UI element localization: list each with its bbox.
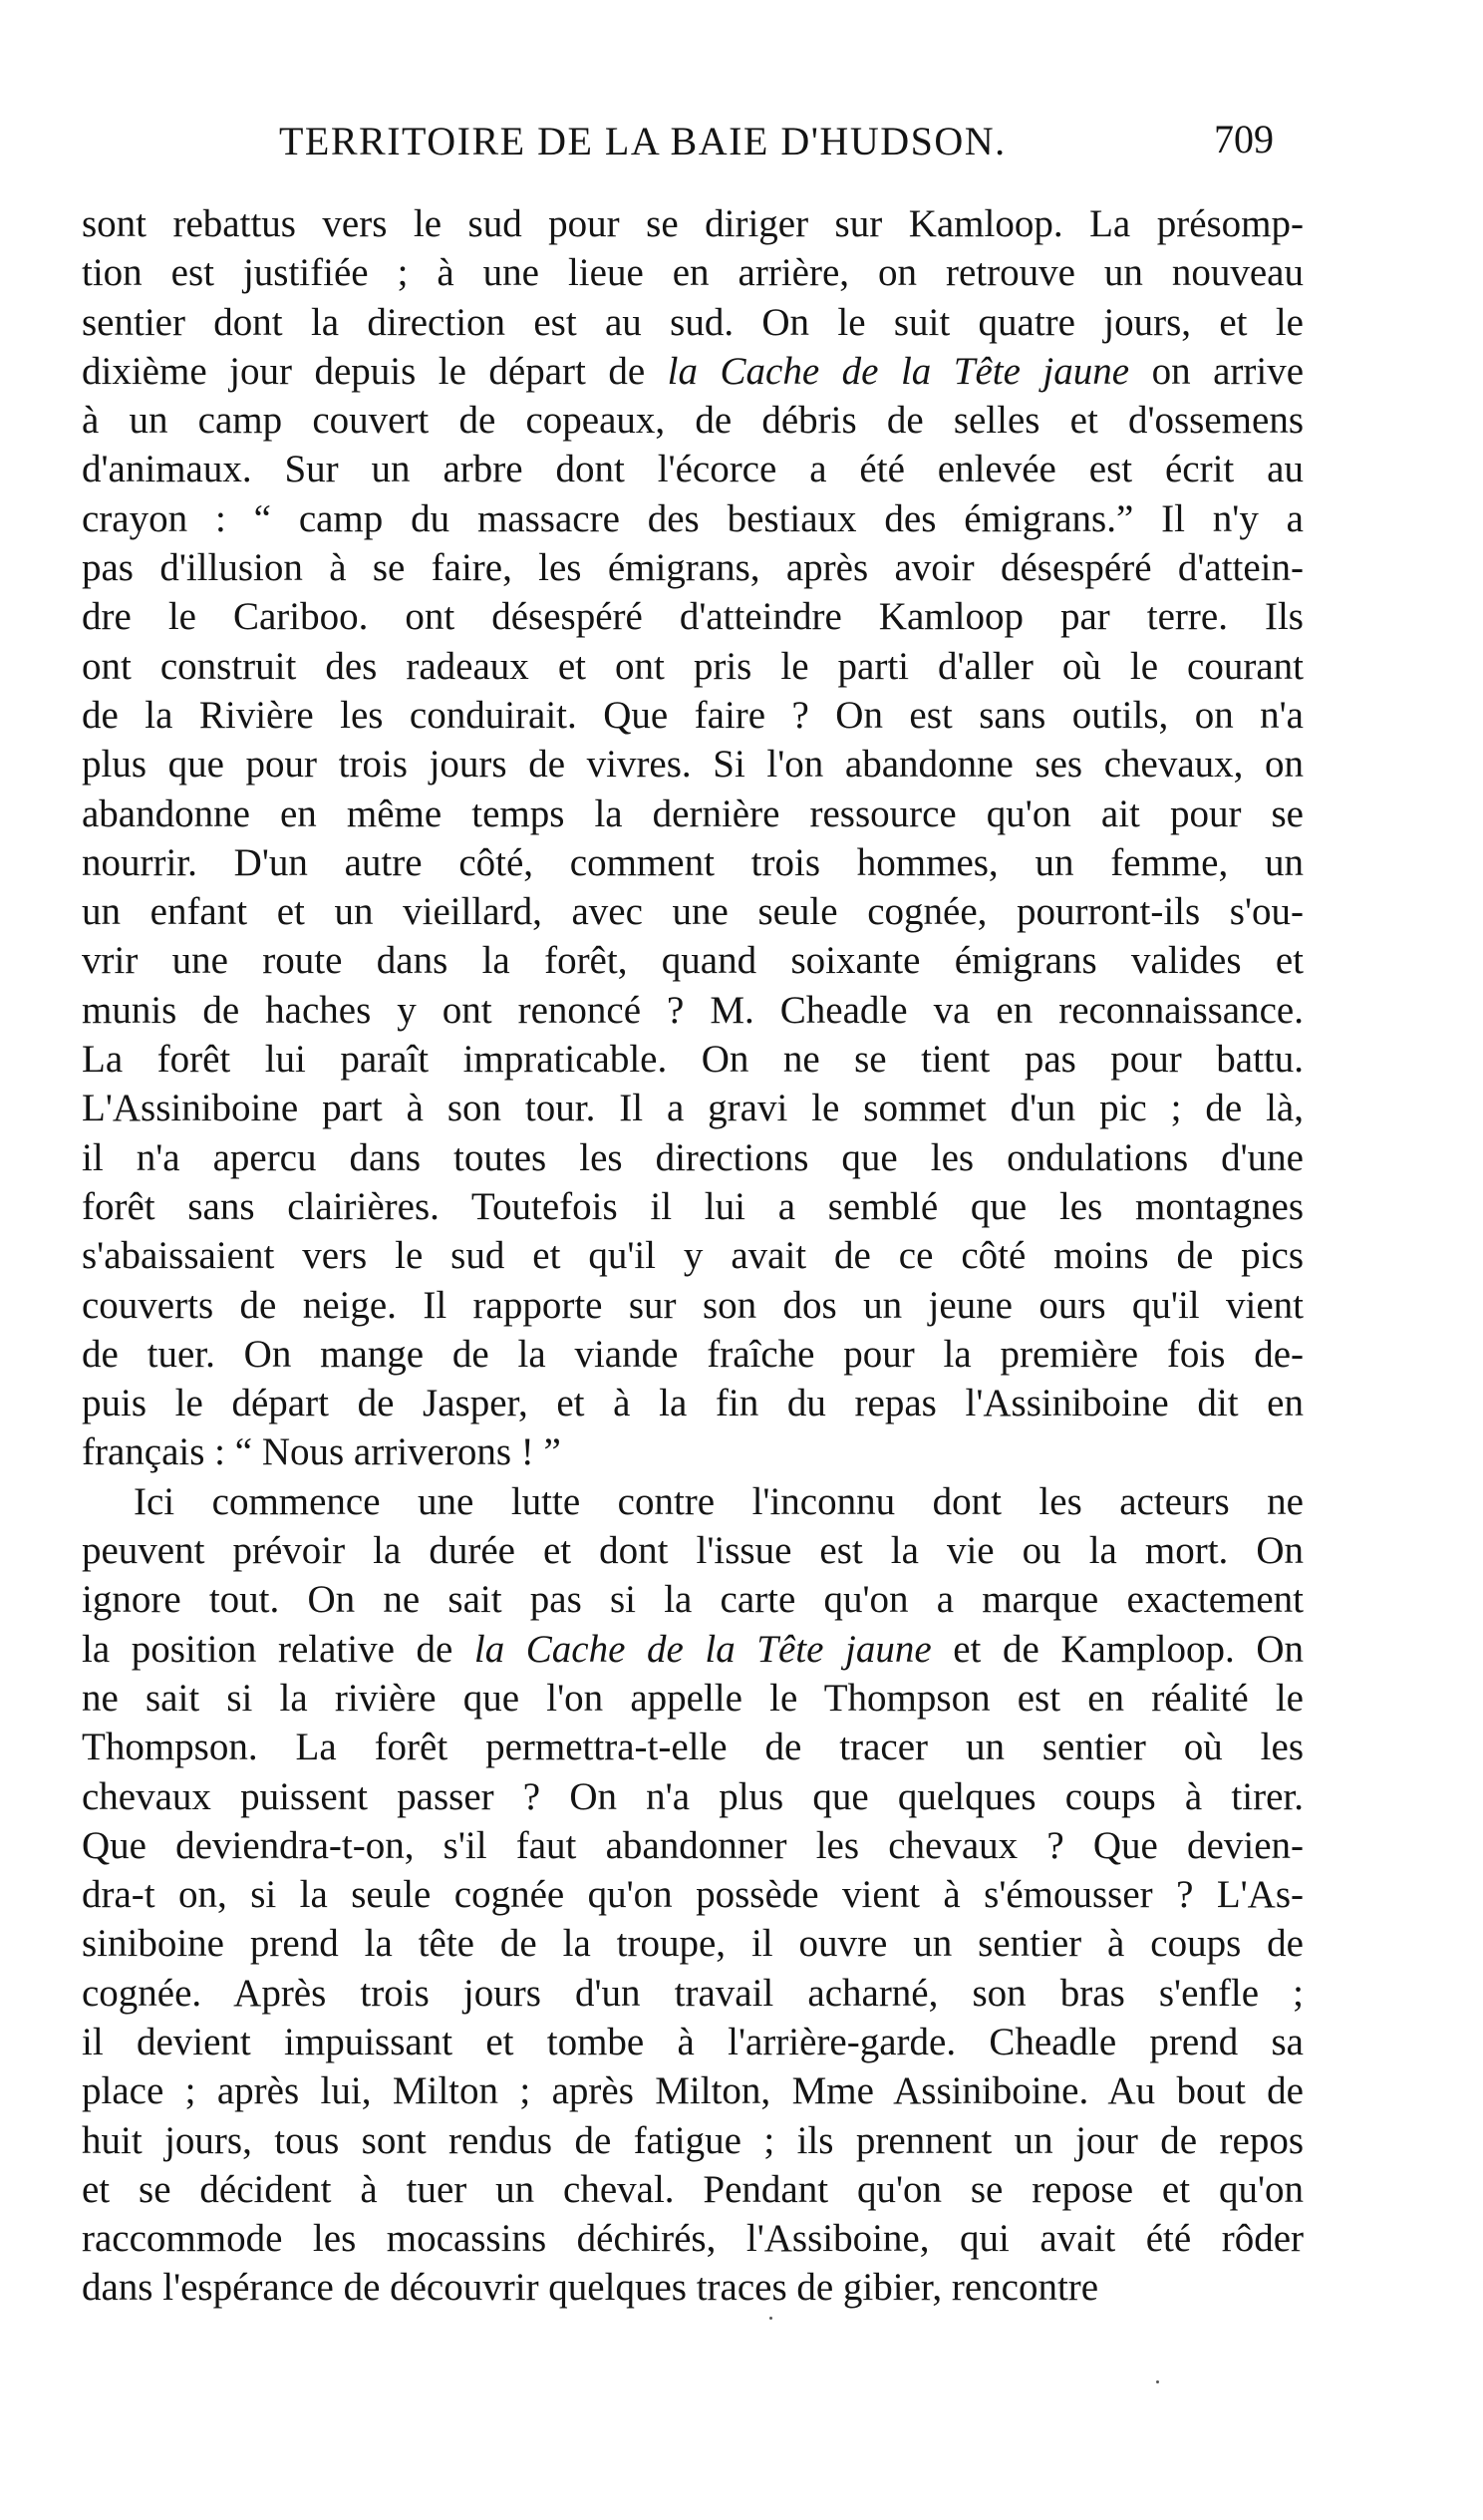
text-run: abandonne en même temps la dernière ressource qu'on ait pour se [82,791,1304,835]
text-run: français : “ Nous arriverons ! ” [82,1430,561,1474]
text-run: et de Kamploop. On [931,1627,1304,1671]
text-line [82,642,1304,691]
text-run: ignore tout. On ne sait pas si la carte qu'on a marque exactement [82,1578,1304,1622]
text-run: tion est justifiée ; à une lieue en arrière, on retrouve un nouveau [82,251,1304,295]
text-line [82,2018,1304,2066]
text-run: il devient impuissant et tombe à l'arrière-garde. Cheadle prend sa [82,2020,1304,2063]
text-line [82,2116,1304,2165]
text-line [82,1084,1304,1132]
text-run: forêt sans clairières. Toutefois il lui a semblé que les montagnes [82,1184,1304,1228]
text-line [82,1723,1304,1771]
text-line [82,494,1304,543]
text-run: s'abaissaient vers le sud et qu'il y avait de ce côté moins de pics [82,1234,1304,1278]
text-line [82,789,1304,838]
text-line [82,1969,1304,2018]
text-run: huit jours, tous sont rendus de fatigue ; ils prennent un jour de repos [82,2118,1304,2162]
text-line [82,838,1304,887]
text-run: sont rebattus vers le sud pour se diriger sur Kamloop. La présomp- [82,202,1304,245]
text-run: on arrive [1129,349,1304,393]
text-run: peuvent prévoir la durée et dont l'issue est la vie ou la mort. On [82,1529,1304,1573]
text-run: un enfant et un vieillard, avec une seule cognée, pourront-ils s'ou- [82,890,1304,934]
text-line [82,1477,1304,1526]
text-line [82,1575,1304,1624]
text-line [82,1526,1304,1575]
text-line [82,1674,1304,1723]
italic-title: la Cache de la Tête jaune [667,349,1130,393]
text-run: La forêt lui paraît impraticable. On ne se tient pas pour battu. [82,1038,1304,1082]
text-line [82,1870,1304,1919]
text-run: et se décident à tuer un cheval. Pendant qu'on se repose et qu'on [82,2167,1304,2211]
text-run: plus que pour trois jours de vivres. Si l'on abandonne ses chevaux, on [82,743,1304,787]
text-line [82,2214,1304,2263]
text-line [82,1821,1304,1870]
text-run: à un camp couvert de copeaux, de débris de selles et d'ossemens [82,399,1304,443]
text-run: L'Assiniboine part à son tour. Il a gravi le sommet d'un pic ; de là, [82,1087,1304,1130]
page-header [0,118,1483,177]
text-run: Thompson. La forêt permettra-t-elle de tracer un sentier où les [82,1726,1304,1769]
text-line [82,396,1304,445]
text-line [82,1427,1304,1476]
text-run: vrir une route dans la forêt, quand soixante émigrans valides et [82,939,1304,983]
text-run: d'animaux. Sur un arbre dont l'écorce a été enlevée est écrit au [82,448,1304,491]
text-run: cognée. Après trois jours d'un travail acharné, son bras s'enfle ; [82,1971,1304,2015]
text-line [82,199,1304,248]
text-run: ont construit des radeaux et ont pris le parti d'aller où le courant [82,644,1304,688]
text-run: ne sait si la rivière que l'on appelle le Thompson est en réalité le [82,1676,1304,1720]
text-line [82,543,1304,592]
text-run: couverts de neige. Il rapporte sur son dos un jeune ours qu'il vient [82,1283,1304,1327]
text-line [82,2263,1304,2312]
text-line [82,248,1304,297]
text-line [82,887,1304,936]
text-run: Ici commence une lutte contre l'inconnu dont les acteurs ne [134,1479,1304,1523]
text-line [82,1231,1304,1280]
text-line [82,1182,1304,1231]
text-run: place ; après lui, Milton ; après Milton, Mme Assiniboine. Au bout de [82,2069,1304,2113]
text-line [82,691,1304,740]
text-run: dixième jour depuis le départ de [82,349,668,393]
text-run: de la Rivière les conduirait. Que faire ? On est sans outils, on n'a [82,693,1304,737]
print-speck [769,2317,772,2320]
text-run: raccommode les mocassins déchirés, l'Assiboine, qui avait été rôder [82,2217,1304,2261]
print-speck [1156,2380,1159,2383]
text-line [82,1281,1304,1330]
text-run: dre le Cariboo. ont désespéré d'atteindre Kamloop par terre. Ils [82,595,1304,639]
text-run: chevaux puissent passer ? On n'a plus que quelques coups à tirer. [82,1774,1304,1818]
page-number: 709 [1214,117,1274,161]
text-run: siniboine prend la tête de la troupe, il ouvre un sentier à coups de [82,1922,1304,1966]
body-text [82,199,1304,2313]
text-run: de tuer. On mange de la viande fraîche pour la première fois de- [82,1332,1304,1376]
text-line [82,347,1304,396]
text-line [82,1330,1304,1379]
text-line [82,298,1304,347]
text-run: il n'a apercu dans toutes les directions que les ondulations d'une [82,1135,1304,1179]
text-run: nourrir. D'un autre côté, comment trois hommes, un femme, un [82,840,1304,884]
text-line [82,2066,1304,2115]
text-run: puis le départ de Jasper, et à la fin du repas l'Assiniboine dit en [82,1382,1304,1425]
text-run: crayon : “ camp du massacre des bestiaux des émigrans.” Il n'y a [82,496,1304,540]
italic-title: la Cache de la Tête jaune [473,1627,932,1671]
text-run: Que deviendra-t-on, s'il faut abandonner les chevaux ? Que devien- [82,1823,1304,1867]
text-line [82,1625,1304,1674]
text-line [82,592,1304,641]
text-run: pas d'illusion à se faire, les émigrans, après avoir désespéré d'attein- [82,546,1304,590]
text-line [82,1379,1304,1427]
text-line [82,740,1304,788]
text-line [82,1133,1304,1182]
running-title: TERRITOIRE DE LA BAIE D'HUDSON. [279,119,1007,163]
text-line [82,1772,1304,1821]
text-run: dra-t on, si la seule cognée qu'on possède vient à s'émousser ? L'As- [82,1873,1304,1917]
text-line [82,2165,1304,2214]
text-run: sentier dont la direction est au sud. On le suit quatre jours, et le [82,300,1304,344]
text-line [82,1919,1304,1968]
text-run: dans l'espérance de découvrir quelques traces de gibier, rencontre [82,2266,1099,2310]
text-line [82,986,1304,1035]
text-run: munis de haches y ont renoncé ? M. Cheadle va en reconnaissance. [82,988,1304,1032]
text-line [82,1035,1304,1084]
text-line [82,936,1304,985]
text-run: la position relative de [82,1627,474,1671]
text-line [82,445,1304,493]
